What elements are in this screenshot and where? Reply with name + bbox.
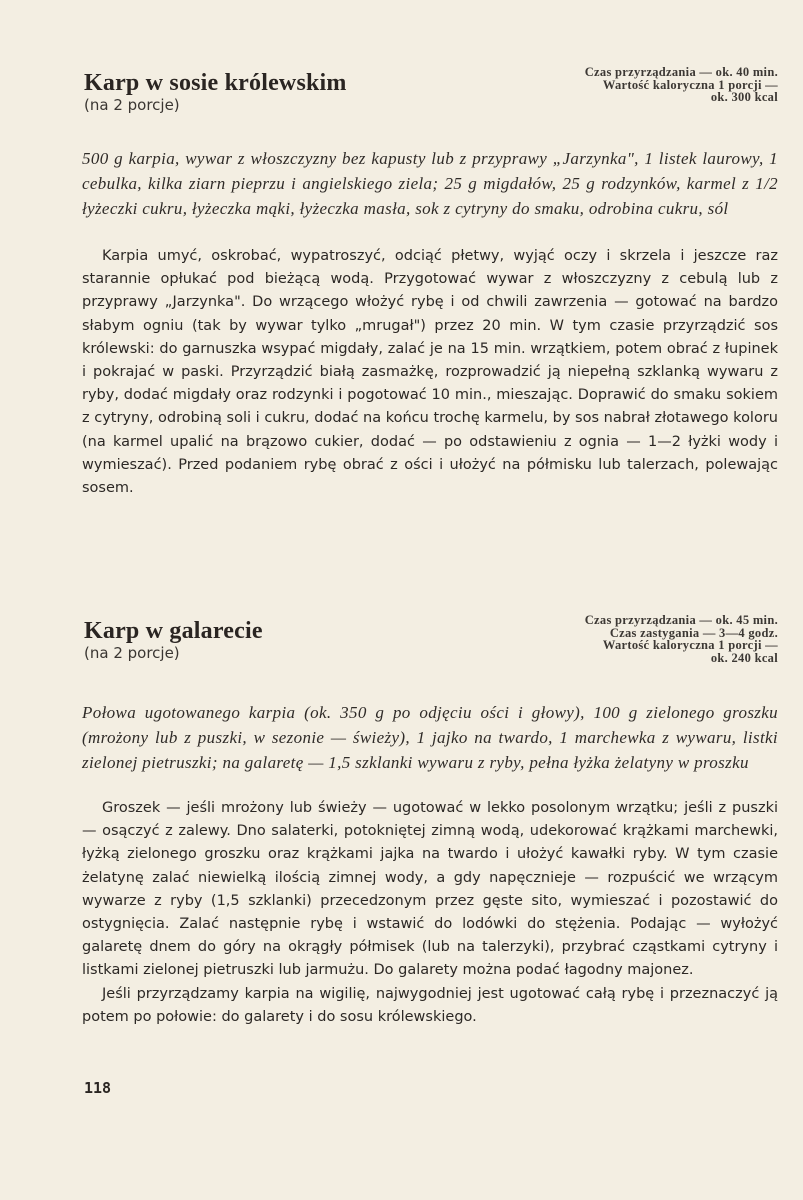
- recipe-instructions: [82, 245, 778, 500]
- recipe-header: [82, 614, 778, 666]
- recipe-karp-w-galarecie: [82, 614, 778, 1029]
- recipe-meta: [585, 614, 778, 664]
- recipe-portions: (na 2 porcje): [84, 644, 180, 662]
- prep-time: Czas przyrządzania — ok. 45 min.: [584, 613, 778, 627]
- recipe-karp-w-sosie-krolewskim: [82, 66, 778, 500]
- prep-time: Czas przyrządzania — ok. 40 min.: [584, 65, 778, 79]
- recipe-header: [82, 66, 778, 118]
- recipe-title: Karp w galarecie: [84, 618, 263, 644]
- ingredients-list: 500 g karpia, wywar z włoszczyzny bez kapusty lub z przyprawy „Jarzynka", 1 listek laurowy, 1 cebulka, kilka ziarn pieprzu i angielskiego ziela; 25 g migdałów, 25 g rodzynków, karmel z 1/2 łyżeczki cukru, łyżeczka mąki, łyżeczka masła, sok z cytryny do smaku, odrobina cukru, sól: [82, 149, 778, 218]
- instructions-paragraph: Groszek — jeśli mrożony lub świeży — ugotować w lekko posolonym wrzątku; jeśli z puszki — osączyć z zalewy. Dno salaterki, potokniętej zimną wodą, udekorować krążkami marchewki, łyżką zielonego groszku oraz krążkami jajka na twardo i ułożyć kawałki ryby. W tym czasie żelatynę zalać niewielką ilością zimnej wody, a gdy napęcznieje — rozpuścić we wrzącym wywarze z ryby (1,5 szklanki) przecedzonym przez gęste sito, wymieszać i pozostawić do ostygnięcia. Zalać następnie rybę i wstawić do lodówki do stężenia. Podając — wyłożyć galaretę dnem do góry na okrągły półmisek (lub na talerzyki), przybrać cząstkami cytryny i listkami zielonej pietruszki lub jarmużu. Do galarety można podać łagodny majonez.: [82, 800, 778, 979]
- recipe-portions: (na 2 porcje): [84, 96, 180, 114]
- ingredients-list: Połowa ugotowanego karpia (ok. 350 g po odjęciu ości i głowy), 100 g zielonego groszku (mrożony lub z puszki, w sezonie — świeży), 1 jajko na twardo, 1 marchewka z wywaru, listki zielonej pietruszki; na galaretę — 1,5 szklanki wywaru z ryby, pełna łyżka żelatyny w proszku: [82, 703, 778, 772]
- calorie-value: ok. 300 kcal: [710, 90, 778, 104]
- calorie-value: ok. 240 kcal: [710, 650, 778, 665]
- calorie-label: Wartość kaloryczna 1 porcji —: [602, 638, 778, 652]
- recipe-title: Karp w sosie królewskim: [84, 70, 347, 96]
- page-number: 118: [84, 1079, 112, 1097]
- recipe-meta: [585, 66, 778, 104]
- calorie-label: Wartość kaloryczna 1 porcji —: [602, 77, 778, 92]
- setting-time: Czas zastygania — 3—4 godz.: [609, 625, 778, 640]
- instructions-paragraph: Karpia umyć, oskrobać, wypatroszyć, odciąć płetwy, wyjąć oczy i skrzela i jeszcze raz starannie opłukać pod bieżącą wodą. Przygotować wywar z włoszczyzny z cebulą lub z przyprawy „Jarzynka". Do wrzącego włożyć rybę i od chwili zawrzenia — gotować na bardzo słabym ogniu (tak by wywar tylko „mrugał") przez 20 min. W tym czasie przyrządzić sos królewski: do garnuszka wsypać migdały, zalać je na 15 min. wrzątkiem, potem obrać z łupinek i pokrajać w paski. Przyrządzić białą zasmażkę, rozprowadzić ją niepełną szklanką wywaru z ryby, dodać migdały oraz rodzynki i pogotować 10 min., mieszając. Doprawić do smaku sokiem z cytryny, odrobiną soli i cukru, dodać na końcu trochę karmelu, by sos nabrał złotawego koloru (na karmel upalić na brązowo cukier, dodać — po odstawieniu z ognia — 1—2 łyżki wody i wymieszać). Przed podaniem rybę obrać z ości i ułożyć na półmisku lub talerzach, polewając sosem.: [82, 248, 778, 497]
- instructions-paragraph: Jeśli przyrządzamy karpia na wigilię, najwygodniej jest ugotować całą rybę i przeznaczyć ją potem po połowie: do galarety i do sosu królewskiego.: [82, 985, 778, 1025]
- recipe-instructions: [82, 797, 778, 1029]
